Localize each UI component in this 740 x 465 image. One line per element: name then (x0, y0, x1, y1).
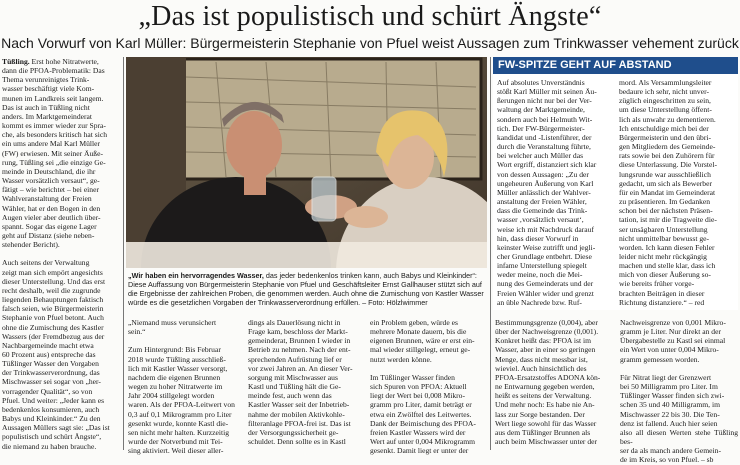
sidebar-column-right: mord. Als Versammlungsleiter bedaure ich sehr, nicht unver- züglich eingeschritten zu sein, um diese Unterstellung öffent- lich als unwahr zu dementieren. Ich entschuldige mich bei der Bürgermeisterin und den übri- gen Mitgliedern des Gemeinde- rats sowie bei den Zuhörern für diese Unterlassung. Die Vorstel- lungsrunde war ausschließlich gedacht, um sich als Bewerber für ein Mandat im Gemeinderat zu präsentieren. Im Gedanken schon bei der nächsten Präsen- tation, ist mir die Tragweite die- ser unsägbaren Unterstellung nicht unmittelbar bewusst ge- worden. Ich kann diesen Fehler leider nicht mehr rückgängig machen und stelle klar, dass ich mich von dieser Äußerung so- wie bereits früher vorge- brachten Beiträgen in dieser Richtung distanziere.“ – red (619, 78, 717, 307)
body-column-5: Bestimmungsgrenze (0,004), aber über der Nachweisgrenze (0,001). Konkret heißt das: PFOA ist im Wasser, aber in einer so geringen Menge, dass nicht messbar ist, wieviel. Auch hinsichtlich des PFOA-Ersatzstoffes ADONA kön- ne Entwarnung gegeben werden, heißt es seitens der Verwaltung. Und mehr noch: Es habe nie An- lass zur Sorge bestanden. Der Wert liege sowohl für das Wasser aus dem Tüßlinger Brunnen als auch beim Mischwasser unter der (495, 318, 601, 447)
column-divider (123, 57, 124, 450)
dateline: Tüßling. (2, 57, 30, 66)
article-photo (126, 57, 487, 268)
sidebar-column-left: Auf absolutes Unverständnis stößt Karl Müller mit seinen Äu- ßerungen nicht nur bei der Ver- waltung der Marktgemeinde, sondern auch bei Helmuth Wit- tich. Der FW-Bürgermeister- kandidat und -Listenführer, der durch die Veranstaltung führte, bei welcher auch Müller das Wort ergriff, distanziert sich klar von dessen Aussagen: „Zu der ungeheuren Äußerung von Karl Müller anlässlich der Wahlver- anstaltung der Freien Wähler, dass die Gemeinde das Trink- wasser ‚vorsätzlich versaut‘, weise ich mit Nachdruck darauf hin, dass dieser Vorwurf in keinster Weise zutrifft und jegli- cher Grundlage entbehrt. Diese infame Unterstellung spiegelt weder meine, noch die Mei- nung des Gemeinderats und der Freien Wähler wider und grenzt an üble Nachrede bzw. Ruf- (497, 78, 597, 307)
column-divider (490, 57, 491, 450)
body-column-4: ein Problem geben, würde es mehrere Monate dauern, bis die eigenen Brunnen, wäre er erst ein- mal wieder stillgelegt, erneut ge- nutzt werden könne. Im Tüßlinger Wasser finden sich Spuren von PFOA: Aktuell liegt der Wert bei 0,008 Mikro- gramm pro Liter, damit beträgt er etwa ein Zwölftel des Leitwertes. Dank der Beimischung des PFOA- freien Kastler Wassers wird der Wert auf unter 0,004 Mikrogramm gesenkt. Damit liegt er unter der (370, 318, 476, 456)
body-column-3: dings als Dauerlösung nicht in Frage kam, beschloss der Markt- gemeinderat, Brunnen I wieder in Betrieb zu nehmen. Nach der ent- sprechenden Aufrüstung lief er vor zwei Jahren an. An dieser Ver- sorgung mit Mischwasser aus Kastl und Tüßling hält die Ge- meinde fest, auch wenn das Kastler Wasser seit der Inbetrieb- nahme der mobilen Aktivkohle- filteranlage PFOA-frei ist. Das ist der Versorgungssicherheit ge- schuldet. Denn sollte es in Kastl (248, 318, 353, 447)
photo-caption (128, 272, 486, 308)
sidebar-box-title: FW-SPITZE GEHT AUF ABSTAND (493, 57, 738, 74)
body-column-2: „Niemand muss verunsichert sein.“ Zum Hintergrund: Bis Februar 2018 wurde Tüßling ausschließ- lich mit Kastler Wasser versorgt, nachdem die eigenen Brunnen wegen zu hoher Nitratwerte im Jahr 2004 stillgelegt worden waren. Als der PFOA-Leitwert von 0,3 auf 0,1 Mikrogramm pro Liter gesenkt wurde, konnte Kastl die- sen nicht mehr halten. Kurzzeitig wurde der Notverbund mit Tei- sing aktiviert. Weil dieser aller- (128, 318, 235, 456)
article-subheadline: Nach Vorwurf von Karl Müller: Bürgermeisterin Stephanie von Pfuel weist Aussagen zum Trinkwasser vehement zurück (1, 35, 739, 51)
caption-text: das jeder bedenkenlos trinken kann, auch Babys und Kleinkinder“: Diese Auffassung von Bürgermeisterin Stephanie von Pfuel und Geschäftsleiter Ernst Gallhauser stützt sich auf die Ergebnisse der zahlreichen Proben, die genommen werden. Auch ohne die Zumischung von Kastler Wasser würde es die gesetzlichen Vorgaben der Trinkwasserverordnung erfüllen. – Foto: Hölzlwimmer (128, 271, 484, 307)
photo-illustration (126, 57, 487, 268)
caption-lead: „Wir haben ein hervorragendes Wasser, (128, 271, 264, 280)
body-column-6: Nachweisgrenze von 0,001 Mikro- gramm je Liter. Nur direkt an der Übergabestelle zu Kastl sei einmal ein Wert von unter 0,004 Mikro- gramm gemessen worden. Für Nitrat liegt der Grenzwert bei 50 Milligramm pro Liter. Im Tüßlinger Wasser finden sich zwi- schen 35 und 40 Milligramm, im Mischwasser 22 bis 30. Die Ten- denz ist fallend. Auch hier seien also all diesen Werten stehe Tüßling bes- ser da als manch andere Gemein- de im Kreis, so von Pfuel. – sb (620, 318, 738, 465)
body-column-1 (2, 57, 120, 451)
article-headline: „Das ist populistisch und schürt Ängste“ (138, 1, 602, 32)
body-text: Erst hohe Nitratwerte, dann die PFOA-Problematik: Das Thema verunreinigtes Trink- wasser beschäftigt viele Kom- munen im Landkreis seit langem. Das ist auch in Tüßling nicht anders. Im Marktgemeinderat kommt es immer wieder zur Spra- che, als besonders kritisch hat sich ein ums andere Mal Karl Müller (FW) erwiesen. Mit seiner Äuße- rung, Tüßling sei „die einzige Ge- meinde in Deutschland, die ihr Wasser vorsätzlich versaut“, ge- fätigt – wie berichtet – bei einer Wahlveranstaltung der Freien Wähler, hat er den Bogen in den Augen vieler aber deutlich über- spannt. Sogar das eigene Lager geht auf Distanz (siehe neben- stehender Bericht). Auch seitens der Verwaltung zeigt man sich empört angesichts dieser Unterstellung. Und das erst recht deshalb, weil die zugrunde liegenden Behauptungen faktisch falsch seien, wie Bürgermeisterin Stephanie von Pfuel betont. Auch ohne die Zumischung des Kastler Wassers (der Fremdbezug aus der Nachbargemeinde macht etwa 60 Prozent aus) entspreche das Tüßlinger Wasser den Vorgaben der Trinkwasserverordnung, das Mischwasser sei sogar von „her- vorragender Qualität“, so von Pfuel. Und weiter: „Jeder kann es bedenkenlos konsumieren, auch Babys und Kleinkinder.“ Zu den Aussagen Müllers sagt sie: „Das ist populistisch und schürt Ängste“, die niemand zu haben brauche. (2, 57, 110, 451)
sidebar-box (493, 57, 738, 310)
